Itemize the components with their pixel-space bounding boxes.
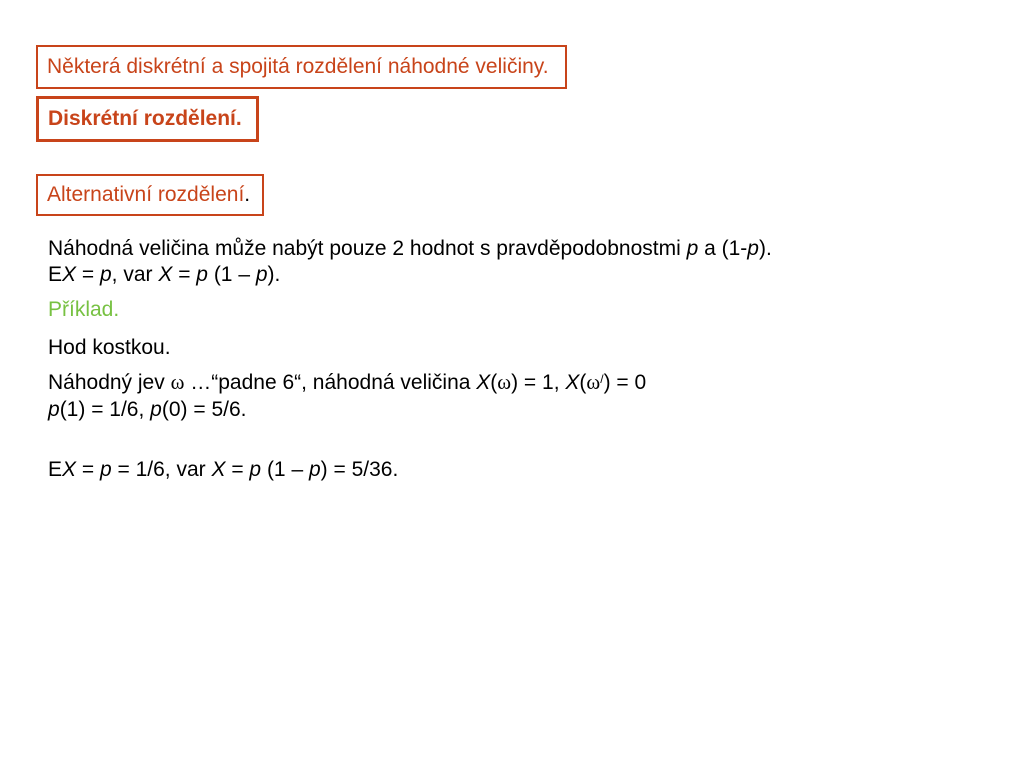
example-line-2: Náhodný jev ω …“padne 6“, náhodná veličina X(ω) = 1, X(ω/) = 0 bbox=[48, 370, 647, 394]
subsection-heading-text: Alternativní rozdělení bbox=[47, 183, 245, 206]
slide-title-text: Některá diskrétní a spojitá rozdělení náhodné veličiny. bbox=[47, 55, 549, 78]
example-label: Příklad. bbox=[48, 298, 120, 321]
subsection-heading bbox=[36, 174, 264, 216]
definition-line-1: Náhodná veličina může nabýt pouze 2 hodnot s pravděpodobnostmi p a (1-p). bbox=[48, 237, 772, 260]
slide-title bbox=[36, 45, 567, 89]
section-heading-text: Diskrétní rozdělení. bbox=[48, 107, 242, 130]
subsection-heading-punct: . bbox=[244, 183, 251, 206]
example-line-1: Hod kostkou. bbox=[48, 336, 171, 359]
definition-line-2: EX = p, var X = p (1 – p). bbox=[48, 263, 281, 286]
example-line-4: EX = p = 1/6, var X = p (1 – p) = 5/36. bbox=[48, 458, 399, 481]
section-heading bbox=[36, 96, 259, 142]
example-line-3: p(1) = 1/6, p(0) = 5/6. bbox=[48, 398, 247, 421]
